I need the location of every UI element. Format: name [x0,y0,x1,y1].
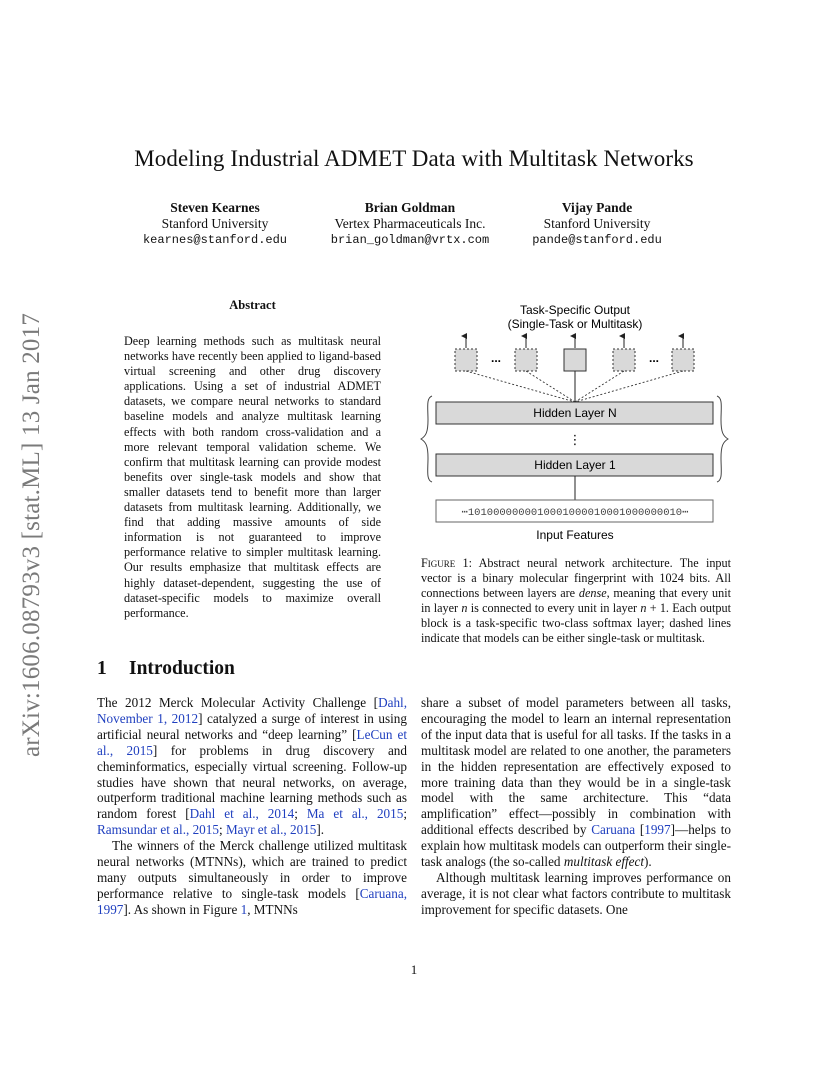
left-column [97,695,407,918]
paragraph: The winners of the Merck challenge utilized multitask neural networks (MTNNs), which are trained to predict many outputs simultaneously in order to improve performance relative to single-task models [Caruana, 1997]. As shown in Figure 1, MTNNs [97,838,407,917]
section-title: Introduction [129,658,235,679]
abstract-text: Deep learning methods such as multitask neural networks have recently been applied to ligand-based virtual screening and other drug discovery applications. Using a set of industrial ADMET datasets, we compare neural networks to standard baseline models and analyze multitask learning effects with both random cross-validation and a more relevant temporal validation scheme. We confirm that multitask learning can provide modest benefits over single-task models and show that smaller datasets tend to benefit more than larger datasets from multitask learning. Additionally, we find that adding massive amounts of side information is not guaranteed to improve performance relative to simpler multitask learning. Our results emphasize that multitask effects are highly dataset-dependent, suggesting the use of dataset-specific models to maximize overall performance. [124,334,381,620]
output-block-main [564,349,586,371]
author-name: Steven Kearnes [170,200,260,215]
citation-link[interactable]: Dahl et al., 2014 [189,806,295,822]
hidden-layer-n-label: Hidden Layer N [533,406,617,420]
citation-link[interactable]: LeCun et al., 2015 [97,726,407,758]
output-label-line1: Task-Specific Output [519,303,631,317]
citation-link[interactable]: Caruana [591,822,636,838]
section-heading [97,658,235,680]
citation-link[interactable]: 1997 [644,822,671,838]
output-block [515,349,537,371]
author-affiliation: Vertex Pharmaceuticals Inc. [334,216,486,231]
input-vector: ⋯1010000000010001000010001000000010⋯ [461,507,689,519]
vertical-ellipsis: ⋮ [568,432,582,447]
citation-link[interactable]: Mayr et al., 2015 [225,822,317,838]
paragraph: Although multitask learning improves performance on average, it is not clear what factors contribute to multitask improvement for specific datasets. One [421,869,731,917]
output-ellipsis-left: ... [490,351,502,365]
citation-link[interactable]: Caruana, 1997 [97,885,407,917]
caption-label: Figure 1: [421,556,473,570]
author-2 [318,200,502,248]
hidden-layer-1-label: Hidden Layer 1 [534,458,616,472]
figure-caption: Figure 1: Abstract neural network architecture. The input vector is a binary molecular fingerprint with 1024 bits. All connections between layers are dense, meaning that every unit in layer n is connected to every unit in layer n + 1. Each output block is a task-specific two-class softmax layer; dashed lines indicate that models can be either single-task or multitask. [421,556,731,646]
output-ellipsis-right: ... [648,351,660,365]
citation-link[interactable]: Dahl, November 1, 2012 [97,695,407,726]
arxiv-identifier: arXiv:1606.08793v3 [stat.ML] 13 Jan 2017 [18,312,45,758]
author-email: brian_goldman@vrtx.com [330,233,490,247]
citation-link[interactable]: Ma et al., 2015 [306,806,404,822]
paragraph: The 2012 Merck Molecular Activity Challenge [Dahl, November 1, 2012] catalyzed a surge of interest in using artificial neural networks and “deep learning” [LeCun et al., 2015] for problems in drug discovery and cheminformatics, especially virtual screening. Follow-up studies have shown that neural networks, on average, outperform traditional machine learning methods such as random forest [Dahl et al., 2014; Ma et al., 2015; Ramsundar et al., 2015; Mayr et al., 2015]. [97,695,407,838]
figure-network-architecture [418,296,736,546]
author-email: pande@stanford.edu [532,233,662,247]
right-column [421,695,731,918]
author-1 [140,200,290,248]
output-block [672,349,694,371]
input-features-label: Input Features [536,528,614,542]
page-number: 1 [410,962,418,977]
author-email: kearnes@stanford.edu [142,233,288,247]
author-3 [522,200,672,248]
figure-reference-link[interactable]: 1 [240,901,248,917]
citation-link[interactable]: Ramsundar et al., 2015 [97,822,219,838]
author-affiliation: Stanford University [161,216,269,231]
section-number: 1 [97,658,107,679]
author-affiliation: Stanford University [543,216,651,231]
abstract-heading: Abstract [229,298,276,312]
paragraph: share a subset of model parameters between all tasks, encouraging the model to learn an internal representation of the input data that is useful for all tasks. If the tasks in a multitask model are related to one another, the parameters in the hidden representation are effectively exposed to more training data than they would be in a single-task model with the same architecture. This “data amplification” effect—possibly in combination with additional effects described by Caruana [1997]—helps to explain how multitask models can outperform their single-task analogs (the so-called multitask effect). [421,695,731,870]
brace-right [717,396,728,482]
output-arrows [466,336,683,348]
author-name: Brian Goldman [364,200,456,215]
paper-title: Modeling Industrial ADMET Data with Multitask Networks [134,146,694,171]
author-name: Vijay Pande [561,200,633,215]
output-block [613,349,635,371]
brace-left [421,396,432,482]
output-label-line2: (Single-Task or Multitask) [507,317,643,331]
output-block [455,349,477,371]
